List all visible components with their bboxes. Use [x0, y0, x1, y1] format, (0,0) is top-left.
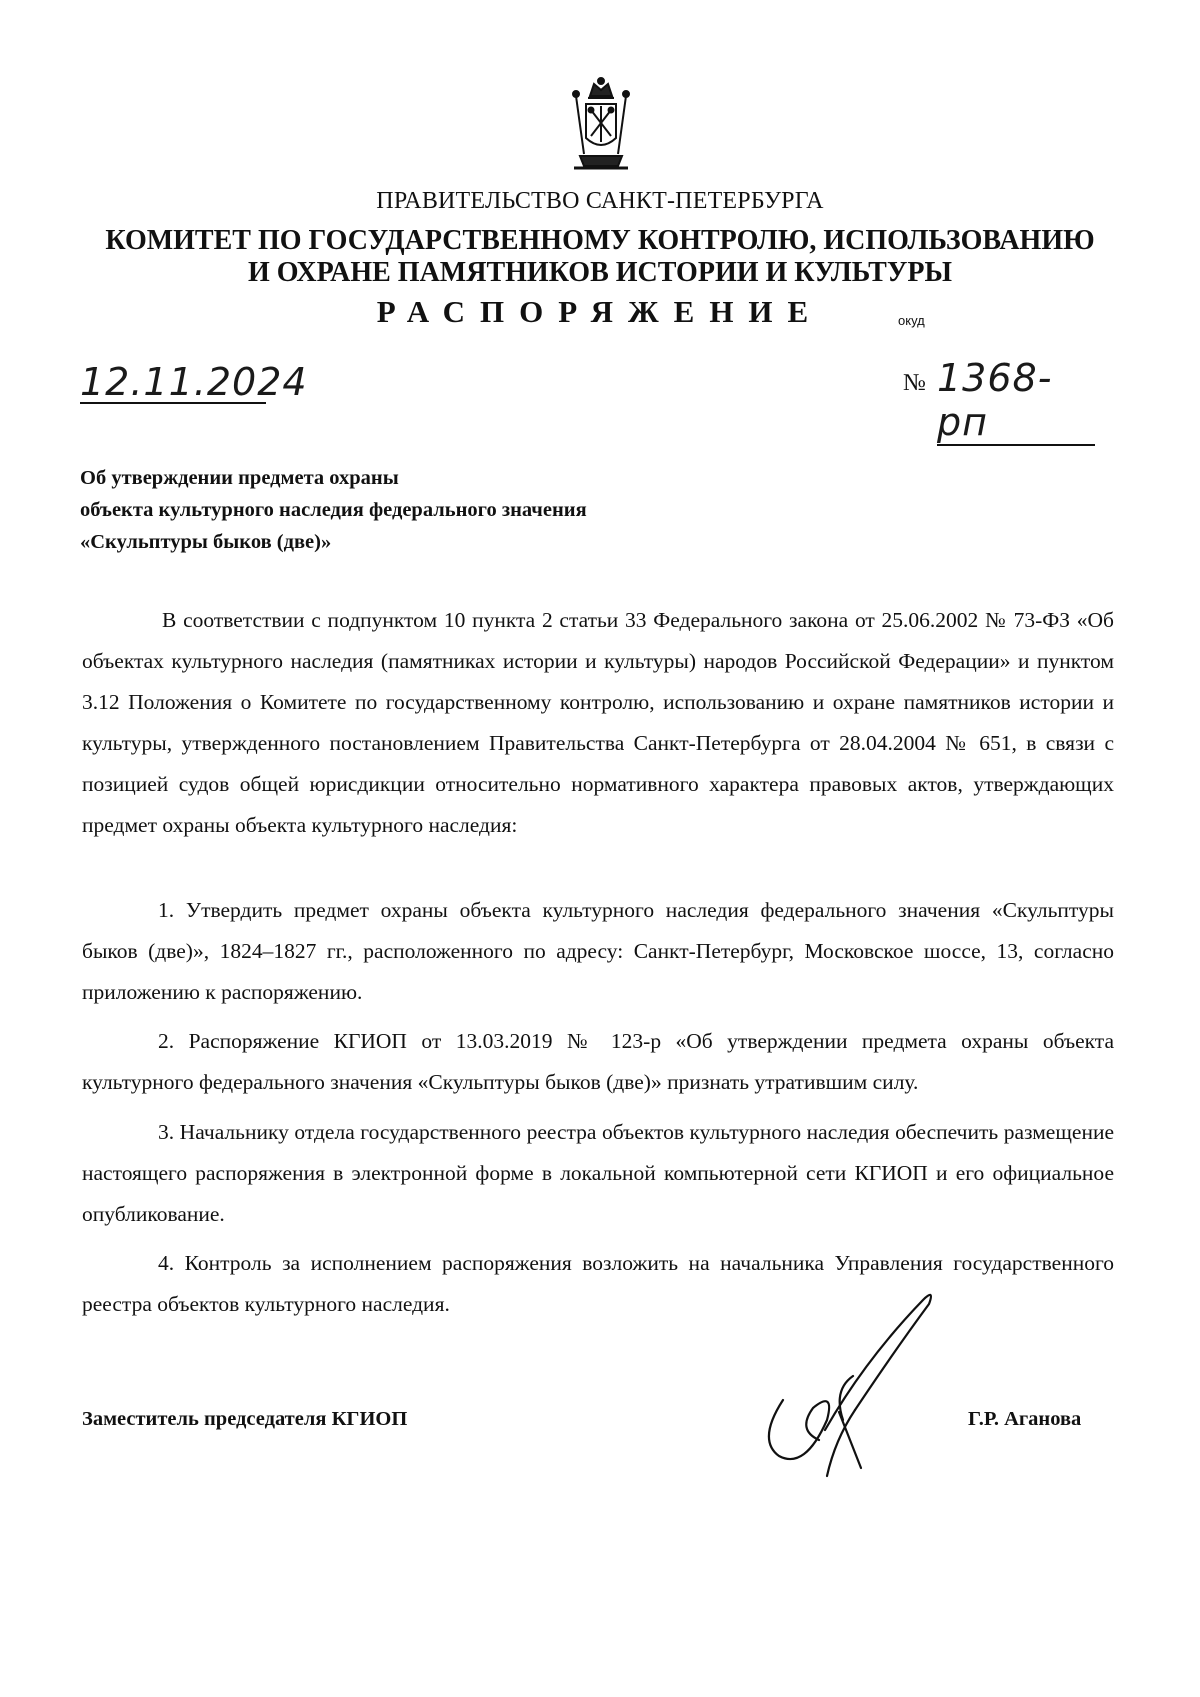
clause-2-paragraph: 2. Распоряжение КГИОП от 13.03.2019 № 123-р «Об утверждении предмета охраны объекта культурного федерального значения «Скульптуры быков (две)» признать утратившим силу.: [82, 1029, 1114, 1094]
preamble-paragraph: В соответствии с подпунктом 10 пункта 2 статьи 33 Федерального закона от 25.06.2002 № 73-ФЗ «Об объектах культурного наследия (памятниках истории и культуры) народов Российской Федерации» и пунктом 3.12 Положения о Комитете по государственному контролю, использованию и охране памятников истории и культуры, утвержденного постановлением Правительства Санкт-Петербурга от 28.04.2004 № 651, в связи с позицией судов общей юрисдикции относительно нормативного характера правовых актов, утверждающих предмет охраны объекта культурного наследия:: [82, 608, 1114, 837]
handwritten-signature-icon: [735, 1280, 995, 1490]
signatory-position: Заместитель председателя КГИОП: [82, 1408, 408, 1430]
subject-line: Об утверждении предмета охраны: [80, 467, 399, 489]
clause-4-paragraph: 4. Контроль за исполнением распоряжения возложить на начальника Управления государственного реестра объектов культурного наследия.: [82, 1251, 1114, 1316]
committee-name-line-2: И ОХРАНЕ ПАМЯТНИКОВ ИСТОРИИ И КУЛЬТУРЫ: [248, 257, 952, 288]
document-date: 12.11.2024: [80, 360, 308, 404]
clause-3-paragraph: 3. Начальнику отдела государственного реестра объектов культурного наследия обеспечить размещение настоящего распоряжения в электронной форме в локальной компьютерной сети КГИОП и его официальное опубликование.: [82, 1120, 1114, 1226]
subject-line: объекта культурного наследия федерального значения: [80, 499, 587, 521]
document-subject: [80, 462, 587, 558]
coat-of-arms-icon: [566, 76, 636, 176]
committee-name-line-1: КОМИТЕТ ПО ГОСУДАРСТВЕННОМУ КОНТРОЛЮ, ИСПОЛЬЗОВАНИЮ: [105, 225, 1095, 256]
subject-line: «Скульптуры быков (две)»: [80, 531, 332, 553]
document-number: 1368-рп: [937, 356, 1095, 446]
okud-label: окуд: [898, 313, 925, 328]
signatory-name: Г.Р. Аганова: [968, 1408, 1082, 1430]
clause-1-paragraph: 1. Утвердить предмет охраны объекта культурного наследия федерального значения «Скульптуры быков (две)», 1824–1827 гг., расположенного по адресу: Санкт-Петербург, Московское шоссе, 13, согласно приложению к распоряжению.: [82, 898, 1114, 1004]
government-name: ПРАВИТЕЛЬСТВО САНКТ-ПЕТЕРБУРГА: [376, 188, 824, 214]
document-type-title: РАСПОРЯЖЕНИЕ: [376, 294, 824, 329]
number-label: №: [903, 370, 926, 396]
